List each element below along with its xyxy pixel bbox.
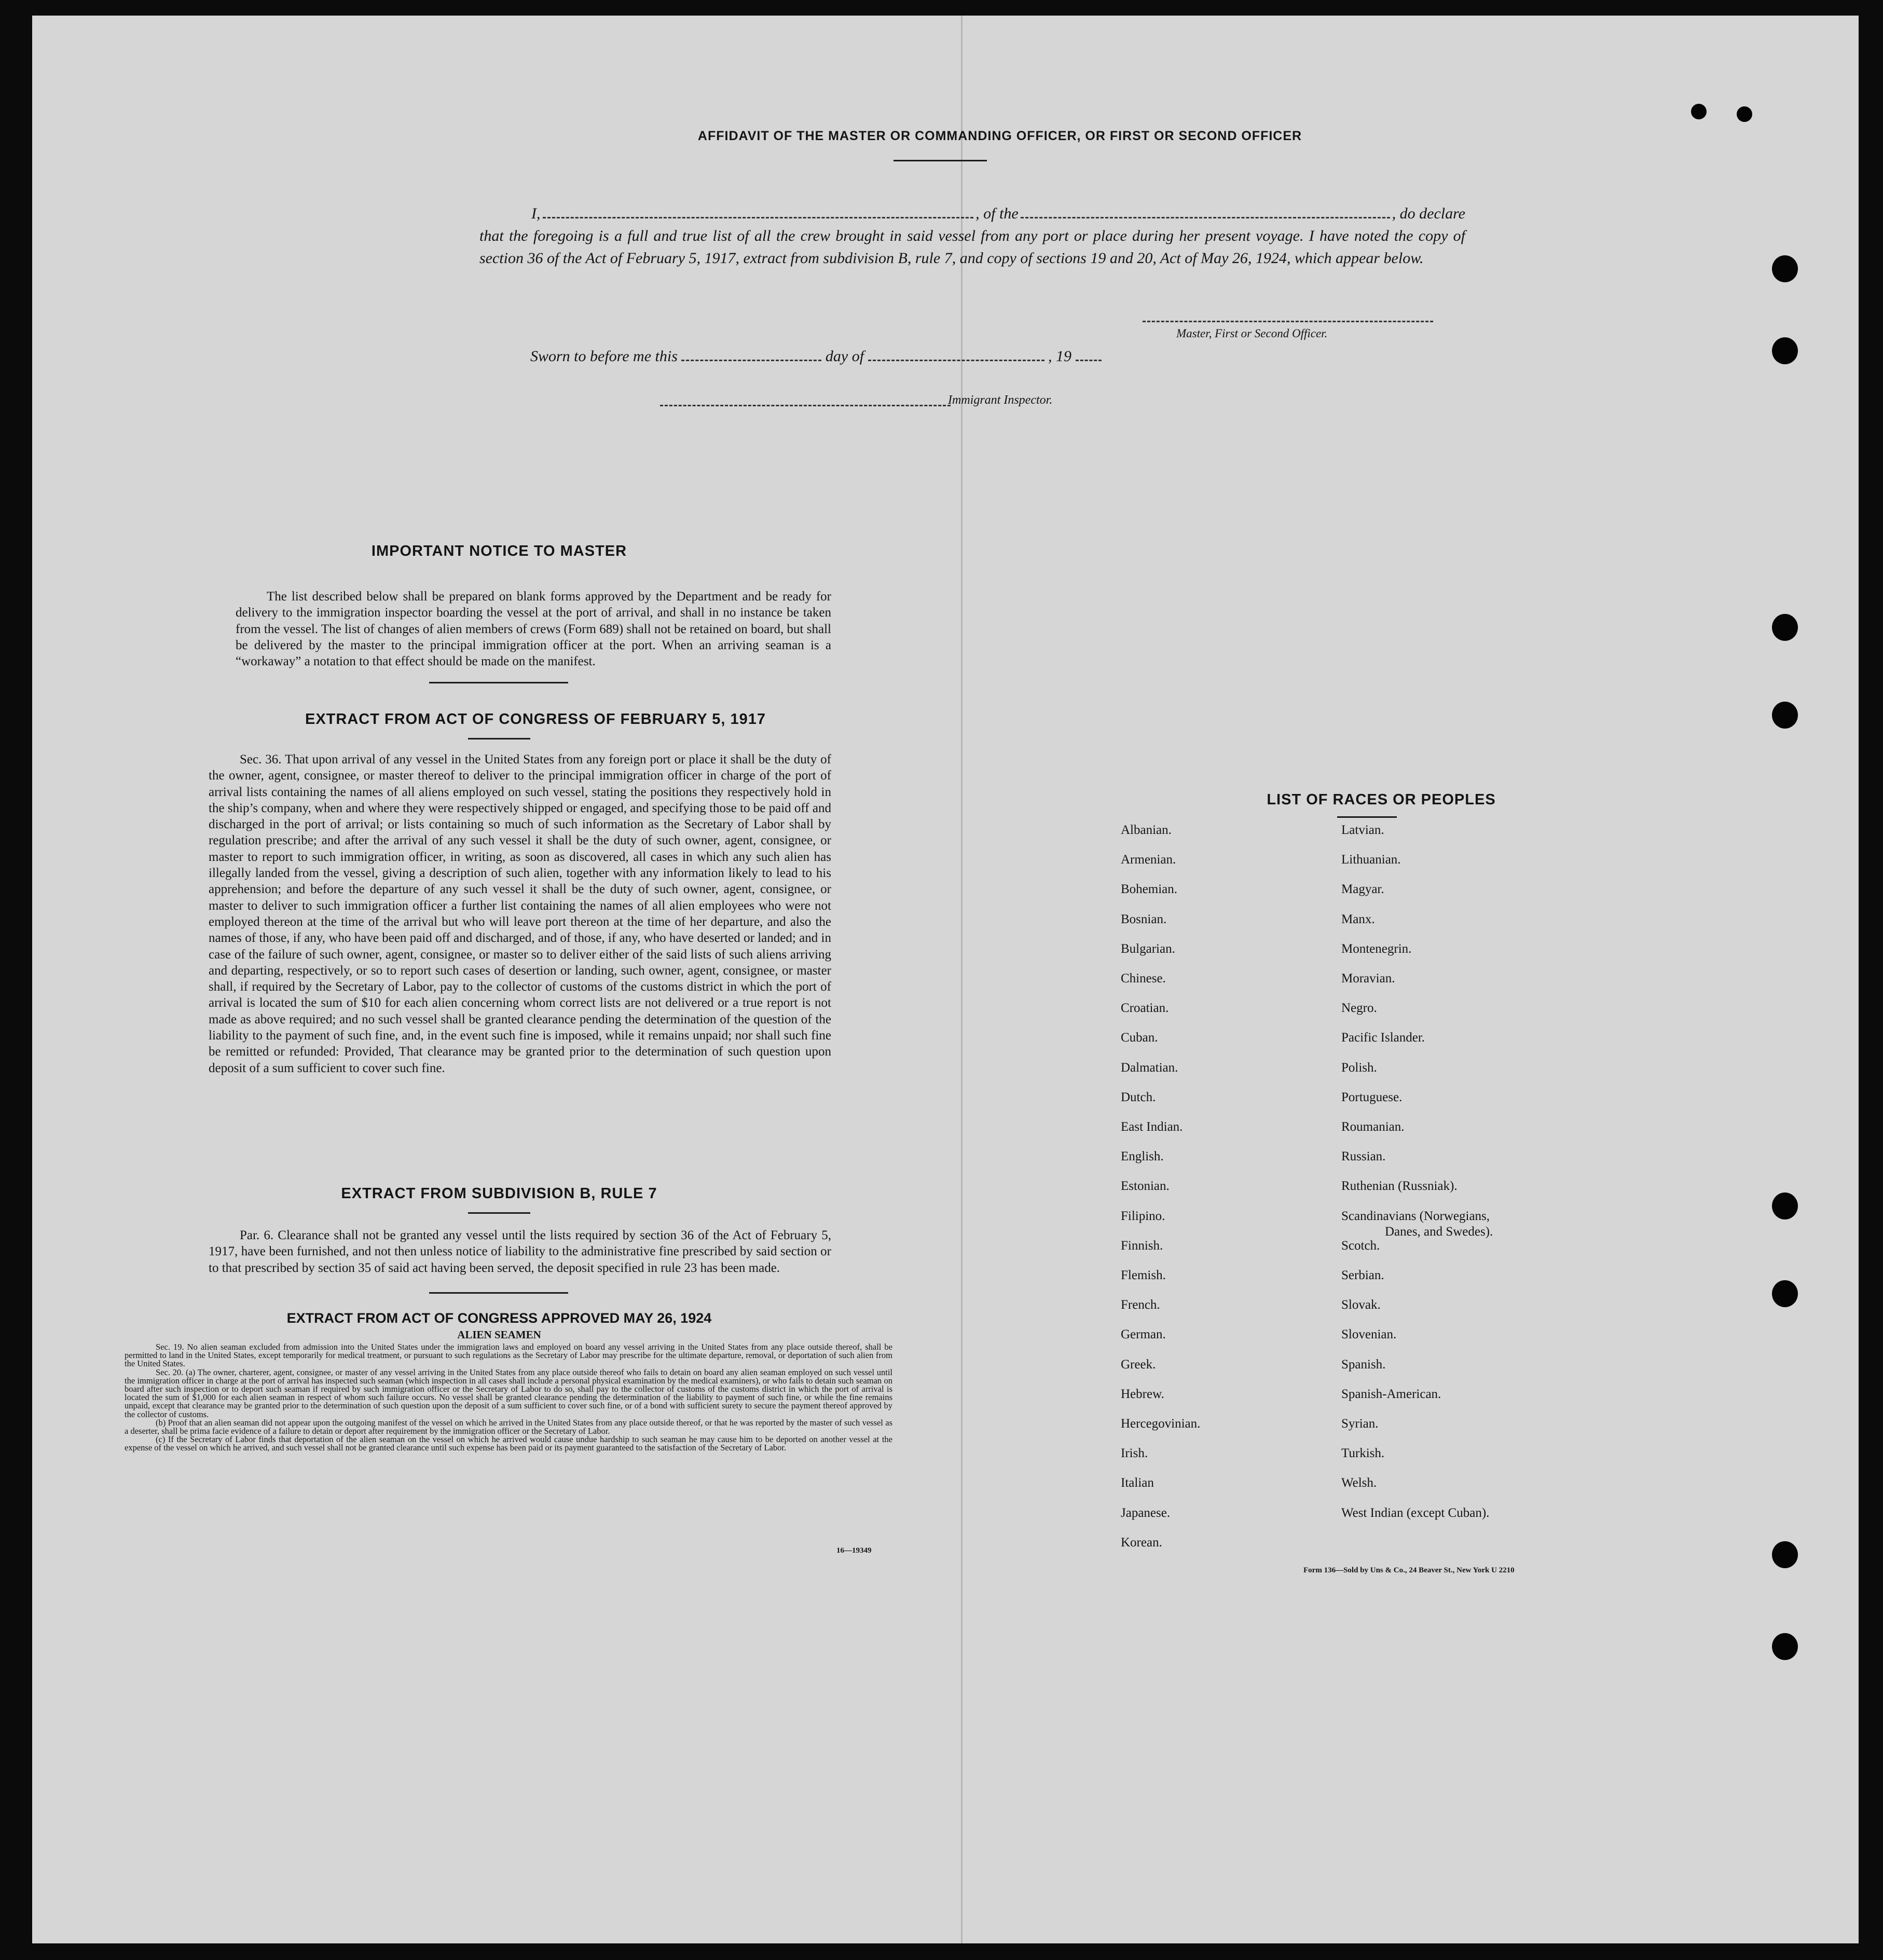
master-signature-label: Master, First or Second Officer. [1176, 327, 1328, 340]
sworn-line [530, 348, 1102, 365]
race-item: Chinese. [1121, 971, 1166, 985]
rule7-body: Par. 6. Clearance shall not be granted any vessel until the lists required by section 36 of the Act of February 5, 1917, have been furnished, and not then unless notice of liability to the administrative fine prescribed by said section or to that prescribed by section 35 of said act having been served, the deposit specified in rule 23 has been made. [209, 1228, 831, 1275]
affidavit-body: that the foregoing is a full and true list of all the crew brought in said vessel from any port or place during her present voyage. I have noted the copy of section 36 of the Act of February 5, 1917, extract from subdivision B, rule 7, and copy of sections 19 and 20, Act of May 26, 1924, which appear below. [479, 227, 1465, 267]
punch-hole [1772, 1541, 1798, 1568]
race-item: French. [1121, 1298, 1160, 1312]
vessel-blank [1021, 202, 1390, 218]
affidavit-do-declare: , do declare [1392, 205, 1465, 222]
race-item: Spanish. [1341, 1357, 1386, 1372]
race-item: Bosnian. [1121, 912, 1167, 926]
race-item: Flemish. [1121, 1268, 1166, 1282]
race-item: Dutch. [1121, 1090, 1156, 1104]
race-item: Syrian. [1341, 1417, 1379, 1431]
affidavit-title: AFFIDAVIT OF THE MASTER OR COMMANDING OFFICER, OR FIRST OR SECOND OFFICER [697, 129, 1302, 143]
race-item: Latvian. [1341, 823, 1384, 837]
race-item: Portuguese. [1341, 1090, 1403, 1104]
print-code: 16—19349 [836, 1546, 872, 1555]
races-rule [1337, 816, 1397, 818]
race-item: Albanian. [1121, 823, 1172, 837]
race-item: Filipino. [1121, 1209, 1165, 1223]
name-blank [543, 202, 974, 218]
form-footer: Form 136—Sold by Uns & Co., 24 Beaver St., New York U 2210 [1303, 1566, 1515, 1574]
race-item: Cuban. [1121, 1031, 1158, 1045]
title-rule [894, 160, 987, 161]
punch-hole [1772, 702, 1798, 729]
punch-hole [1691, 104, 1707, 119]
race-item: Scotch. [1341, 1238, 1380, 1253]
document-page [32, 16, 1859, 1943]
master-signature-line [1143, 321, 1433, 322]
race-item: Welsh. [1341, 1476, 1377, 1490]
extract-1924-subtitle: ALIEN SEAMEN [457, 1328, 541, 1341]
fold-line [961, 16, 963, 1943]
extract-1924-title: EXTRACT FROM ACT OF CONGRESS APPROVED MAY 26, 1924 [286, 1310, 712, 1326]
race-item: Russian. [1341, 1149, 1386, 1164]
punch-hole [1772, 1193, 1798, 1219]
race-item: Estonian. [1121, 1179, 1170, 1194]
sworn-prefix: Sworn to before me this [530, 348, 678, 365]
race-item: German. [1121, 1327, 1166, 1342]
sworn-month-blank [868, 360, 1044, 361]
affidavit-of-the-label: , of the [975, 205, 1019, 222]
affidavit-first-line [479, 202, 1465, 225]
sec20c-text: (c) If the Secretary of Labor finds that deportation of the alien seaman on the vessel on which he arrived would cause undue hardship to such seaman he may cause him to be deported on another vessel at the expense of the vessel on which he arrived, and such vessel shall not be granted clearance until such expense has been paid or its payment guaranteed to the satisfaction of the Secretary of Labor. [125, 1434, 892, 1453]
rule7-bottom-rule [429, 1292, 568, 1294]
race-item: Ruthenian (Russniak). [1341, 1179, 1458, 1194]
race-item: Finnish. [1121, 1238, 1163, 1253]
extract-1924-sections [125, 1343, 892, 1452]
punch-hole [1772, 614, 1798, 641]
race-item: Italian [1121, 1476, 1154, 1490]
race-item: Lithuanian. [1341, 853, 1401, 867]
extract-1917-body: Sec. 36. That upon arrival of any vessel in the United States from any foreign port or place it shall be the duty of the owner, agent, consignee, or master thereof to deliver to the principal immigration officer in charge of the port of arrival lists containing the names of all aliens employed on such vessel, stating the positions they respectively hold in the ship’s company, when and where they were respectively shipped or engaged, and specifying those to be paid off and discharged in the port of arrival; or lists containing so much of such information as the Secretary of Labor shall by regulation prescribe; and after the arrival of any such vessel it shall be the duty of such owner, agent, consignee, or master to report to such immigration officer, in writing, as soon as discovered, all cases in which any such alien has illegally landed from the vessel, giving a description of such alien, together with any information likely to lead to his apprehension; and before the departure of any such vessel it shall be the duty of such owner, agent, consignee, or master to deliver to such immigration officer a further list containing the names of all alien employees who were not employed thereon at the time of the arrival but who will leave port thereon at the time of her departure, and also the names of those, if any, who have been paid off and discharged, and of those, if any, who have deserted or landed; and in case of the failure of such owner, agent, consignee, or master so to deliver either of the said lists of such aliens arriving and departing, respectively, or so to report such cases of desertion or landing, such owner, agent, consignee, or master shall, if required by the Secretary of Labor, pay to the collector of customs of the customs district in which the port of arrival is located the sum of $10 for each alien concerning whom correct lists are not delivered or a true report is not made as above required; and no such vessel shall be granted clearance pending the determination of the question of the liability to the payment of such fine, and, in the event such fine is imposed, while it remains unpaid; nor shall such fine be remitted or refunded: Provided, That clearance may be granted prior to the determination of such question upon deposit of a sum sufficient to cover such fine. [209, 752, 831, 1075]
sworn-day-blank [681, 360, 821, 361]
race-item: Scandinavians (Norwegians, [1341, 1209, 1490, 1223]
race-item: Negro. [1341, 1001, 1377, 1016]
race-item: Japanese. [1121, 1505, 1171, 1520]
race-item: Pacific Islander. [1341, 1031, 1425, 1045]
race-item: Hebrew. [1121, 1387, 1164, 1401]
race-item: Manx. [1341, 912, 1375, 926]
races-title: LIST OF RACES OR PEOPLES [1267, 791, 1496, 808]
race-item: Irish. [1121, 1446, 1148, 1461]
race-item: Slovak. [1341, 1298, 1381, 1312]
race-item: Dalmatian. [1121, 1060, 1178, 1075]
race-item: Serbian. [1341, 1268, 1384, 1282]
affidavit-statement [479, 202, 1465, 269]
punch-hole [1772, 1280, 1798, 1307]
inspector-label: Immigrant Inspector. [948, 393, 1053, 407]
extract-1917-rule [468, 738, 530, 739]
race-item: Bohemian. [1121, 882, 1178, 897]
sec20b-text: (b) Proof that an alien seaman did not appear upon the outgoing manifest of the vessel on which he arrived in the United States from any place outside thereof, or that he was reported by the master of such vessel as a deserter, shall be prima facie evidence of a failure to detain or deport after requirement by the immigration officer or the Secretary of Labor. [125, 1417, 892, 1436]
race-item: Magyar. [1341, 882, 1384, 897]
notice-rule [429, 682, 568, 683]
sworn-year-label: , 19 [1048, 348, 1072, 365]
race-item: Montenegrin. [1341, 941, 1412, 956]
sworn-day-label: day of [825, 348, 864, 365]
race-item: Turkish. [1341, 1446, 1385, 1461]
affidavit-i-label: I, [531, 205, 541, 222]
race-item: Croatian. [1121, 1001, 1169, 1016]
race-item: East Indian. [1121, 1120, 1183, 1134]
race-item: Polish. [1341, 1060, 1377, 1075]
rule7-title: EXTRACT FROM SUBDIVISION B, RULE 7 [341, 1185, 657, 1202]
punch-hole [1737, 106, 1752, 122]
race-item: English. [1121, 1149, 1164, 1164]
race-item: Bulgarian. [1121, 941, 1175, 956]
rule7-rule [468, 1212, 530, 1214]
race-item: Roumanian. [1341, 1120, 1405, 1134]
notice-body: The list described below shall be prepared on blank forms approved by the Department and be ready for delivery to the immigration inspector boarding the vessel at the port of arrival, and shall in no instance be taken from the vessel. The list of changes of alien members of crews (Form 689) shall not be retained on board, but shall be delivered by the master to the principal immigration officer at the port. When an arriving seaman is a “workaway” a notation to that effect should be made on the manifest. [236, 590, 831, 669]
race-item: Slovenian. [1341, 1327, 1397, 1342]
race-item: Danes, and Swedes). [1385, 1224, 1493, 1239]
sec20a-text: Sec. 20. (a) The owner, charterer, agent, consignee, or master of any vessel arriving in the United States from any place outside thereof who fails to detain on board any alien seaman employed on such vessel until the immigration officer in charge at the port of arrival has inspected such seaman (which inspection in all cases shall include a personal physical examination by the medical examiners), or who fails to detain such seaman on board after such inspection or to deport such seaman if required by such immigration officer or the Secretary of Labor to do so, shall pay to the collector of customs of the customs district in which the port of arrival is located the sum of $1,000 for each alien seaman in respect of whom such failure occurs. No vessel shall be granted clearance pending the determination of the liability to payment of such fine, or while the fine remains unpaid, except that clearance may be granted prior to the determination of such question upon the deposit of a sum sufficient to cover such fine, or of a bond with sufficient surety to secure the payment thereof approved by the collector of customs. [125, 1367, 892, 1419]
race-item: Spanish-American. [1341, 1387, 1441, 1401]
inspector-signature-line [660, 405, 951, 406]
race-item: Moravian. [1341, 971, 1395, 985]
race-item: West Indian (except Cuban). [1341, 1505, 1490, 1520]
punch-hole [1772, 255, 1798, 282]
race-item: Greek. [1121, 1357, 1156, 1372]
punch-hole [1772, 1633, 1798, 1660]
race-item: Hercegovinian. [1121, 1417, 1201, 1431]
race-item: Armenian. [1121, 853, 1176, 867]
sec19-text: Sec. 19. No alien seaman excluded from admission into the United States under the immigration laws and employed on board any vessel arriving in the United States from any place outside thereof, shall be permitted to land in the United States, except temporarily for medical treatment, or pursuant to such regulations as the Secretary of Labor may prescribe for the ultimate departure, removal, or deportation of such alien from the United States. [125, 1342, 892, 1369]
race-item: Korean. [1121, 1535, 1162, 1550]
sworn-year-blank [1076, 360, 1102, 361]
notice-title: IMPORTANT NOTICE TO MASTER [371, 543, 627, 559]
punch-hole [1772, 337, 1798, 364]
extract-1917-title: EXTRACT FROM ACT OF CONGRESS OF FEBRUARY 5, 1917 [305, 711, 766, 728]
